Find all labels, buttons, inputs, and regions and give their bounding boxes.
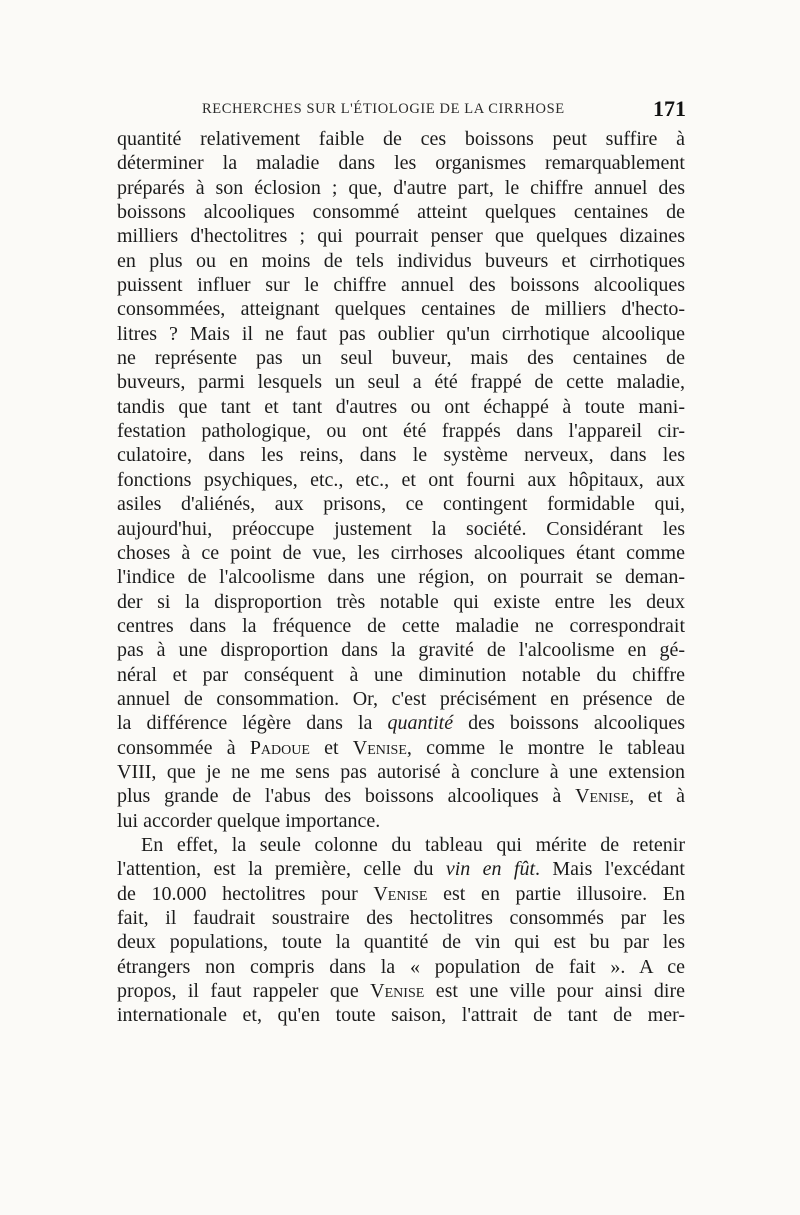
text-line: puissent influer sur le chiffre annuel des boissons alcooliques xyxy=(117,274,685,297)
text-line xyxy=(117,711,685,735)
text-run: des boissons alcooliques xyxy=(453,712,685,735)
text-line: annuel de consommation. Or, c'est précisément en présence de xyxy=(117,687,685,710)
text-line: deux populations, toute la quantité de vin qui est bu par les xyxy=(117,931,685,954)
text-run: . Mais l'excédant xyxy=(535,858,685,881)
italic-term: quantité xyxy=(387,712,454,735)
text-line: étrangers non compris dans la « population de fait ». A ce xyxy=(117,955,685,978)
text-run: consommée à xyxy=(117,736,250,759)
text-line: quantité relativement faible de ces boissons peut suffire à xyxy=(117,128,685,150)
city-name: Venise xyxy=(575,785,630,808)
page-number: 171 xyxy=(653,96,686,121)
running-title: RECHERCHES SUR L'ÉTIOLOGIE DE LA CIRRHOSE xyxy=(202,101,565,117)
text-line: festation pathologique, ou ont été frappés dans l'appareil cir- xyxy=(117,420,685,443)
text-line: asiles d'aliénés, aux prisons, ce contingent formidable qui, xyxy=(117,493,685,516)
text-run: est en partie illusoire. En xyxy=(427,882,685,905)
text-line: litres ? Mais il ne faut pas oublier qu'un cirrhotique alcoolique xyxy=(117,322,685,345)
text-line xyxy=(117,736,685,760)
text-run: propos, il faut rappeler que xyxy=(117,980,371,1003)
text-line: fonctions psychiques, etc., etc., et ont fourni aux hôpitaux, aux xyxy=(117,468,685,491)
text-run: plus grande de l'abus des boissons alcooliques à xyxy=(117,785,576,808)
text-line: internationale et, qu'en toute saison, l'attrait de tant de mer- xyxy=(117,1004,685,1027)
text-line: pas à une disproportion dans la gravité de l'alcoolisme en gé- xyxy=(117,639,685,662)
city-name: Venise xyxy=(373,882,428,905)
body-text xyxy=(117,127,685,1028)
text-line: ne représente pas un seul buveur, mais des centaines de xyxy=(117,347,685,370)
text-line: culatoire, dans les reins, dans le système nerveux, dans les xyxy=(117,444,685,467)
text-run: , et à xyxy=(629,785,685,808)
text-line: lui accorder quelque importance. xyxy=(117,809,381,832)
text-line: fait, il faudrait soustraire des hectolitres consommés par les xyxy=(117,907,685,929)
text-line: choses à ce point de vue, les cirrhoses alcooliques étant comme xyxy=(117,541,685,564)
text-line: déterminer la maladie dans les organismes remarquablement xyxy=(117,152,685,175)
city-name: Venise xyxy=(352,736,407,759)
paragraph-2 xyxy=(117,833,685,1028)
text-line: centres dans la fréquence de cette maladie ne correspondrait xyxy=(117,614,685,637)
text-line: buveurs, parmi lesquels un seul a été frappé de cette maladie, xyxy=(117,371,685,394)
text-run: l'attention, est la première, celle du xyxy=(117,858,446,881)
city-name: Venise xyxy=(370,980,425,1003)
text-line: tandis que tant et tant d'autres ou ont échappé à toute mani- xyxy=(117,395,685,418)
text-line: boissons alcooliques consommé atteint quelques centaines de xyxy=(117,201,685,224)
text-run: et xyxy=(309,736,353,759)
text-line: aujourd'hui, préoccupe justement la société. Considérant les xyxy=(117,517,685,540)
text-line: en plus ou en moins de tels individus buveurs et cirrhotiques xyxy=(117,249,685,272)
text-line: néral et par conséquent à une diminution notable du chiffre xyxy=(117,663,685,686)
text-line: préparés à son éclosion ; que, d'autre part, le chiffre annuel des xyxy=(117,176,685,199)
text-line xyxy=(117,857,685,881)
running-head xyxy=(118,98,690,122)
italic-term: vin en fût xyxy=(445,858,536,881)
text-run: la différence légère dans la xyxy=(117,712,388,735)
text-line: l'indice de l'alcoolisme dans une région, on pourrait se deman- xyxy=(117,566,685,589)
text-line xyxy=(117,979,685,1003)
paragraph-1 xyxy=(117,127,685,833)
text-run: , comme le montre le tableau xyxy=(406,736,685,759)
text-line: VIII, que je ne me sens pas autorisé à conclure à une extension xyxy=(117,760,685,783)
text-line: der si la disproportion très notable qui existe entre les deux xyxy=(117,590,685,613)
text-line: consommées, atteignant quelques centaines de milliers d'hecto- xyxy=(117,298,685,321)
text-line: En effet, la seule colonne du tableau qui mérite de retenir xyxy=(141,833,685,856)
city-name: Padoue xyxy=(249,736,310,759)
text-line xyxy=(117,882,685,906)
text-line xyxy=(117,784,685,808)
text-run: est une ville pour ainsi dire xyxy=(424,980,685,1003)
text-run: de 10.000 hectolitres pour xyxy=(117,882,374,905)
text-line: milliers d'hectolitres ; qui pourrait penser que quelques dizaines xyxy=(117,225,685,248)
